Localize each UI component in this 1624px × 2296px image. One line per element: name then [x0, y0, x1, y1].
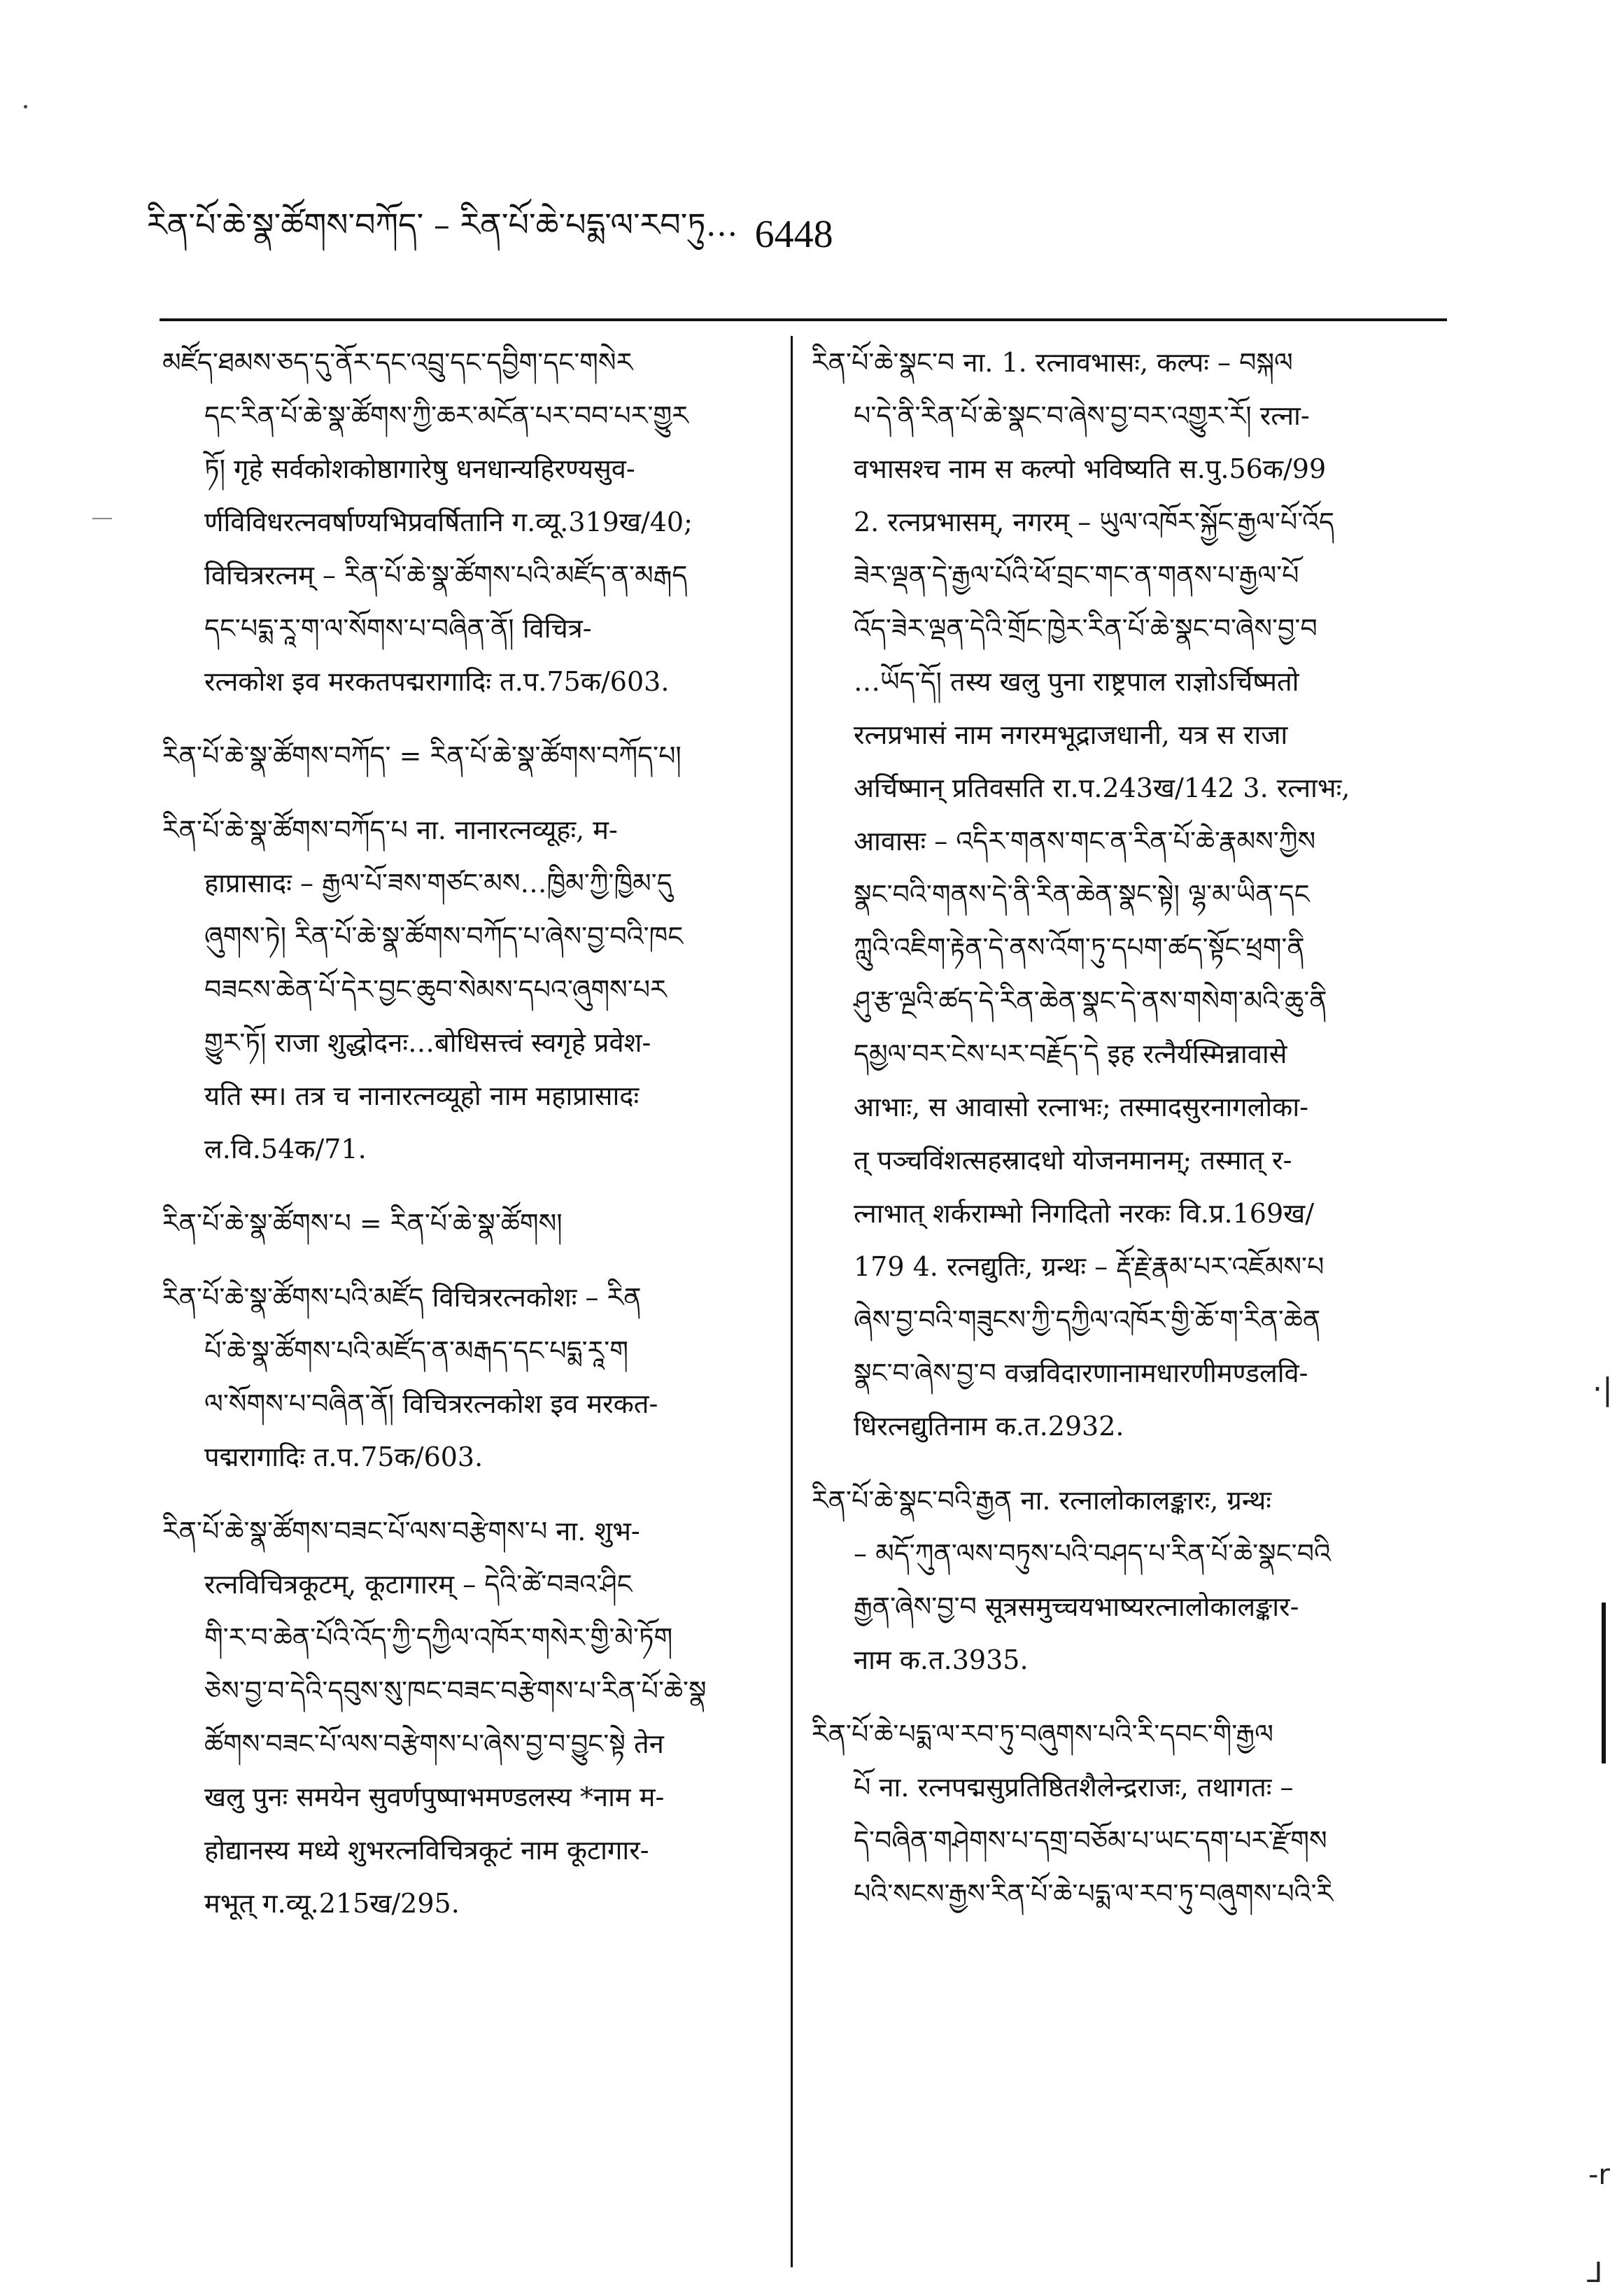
entry-line: ཀླུའི་འཇིག་རྟེན་དེ་ནས་འོག་ཏུ་དཔག་ཚད་སྟོང་ཕྲག་ནི [854, 932, 1305, 963]
entry-line: སྣང་བ་ཞེས་བྱ་བ वज्रविदारणानामधारणीमण्डलवि- [854, 1358, 1308, 1388]
entry-line: पद्मरागादिः त.प.75क/603. [204, 1442, 483, 1472]
entry-line: ཚོགས་བཟང་པོ་ལས་བརྩེགས་པ་ཞེས་བྱ་བ་བྱུང་སྟེ तेन [204, 1728, 664, 1759]
entry-line: रत्नविचित्रकूटम्, कूटागारम् – དེའི་ཚེ་བཟའ་ཤིང [204, 1569, 633, 1600]
entry-line: खलु पुनः समयेन सुवर्णपुष्पाभमण्डलस्य *नाम म- [204, 1782, 665, 1812]
entry-line: ཏོ། गृहे सर्वकोशकोष्ठागारेषु धनधान्यहिरण्यसुव- [204, 453, 635, 484]
entry-line: त्नाभात् शर्कराम्भो निगदितो नरकः वि.प्र.169ख/ [854, 1198, 1315, 1229]
entry-line: …ཡོད་དོ། तस्य खलु पुना राष्ट्रपाल राज्ञोऽर्चिष्मतो [854, 666, 1299, 697]
page-number: 6448 [754, 213, 833, 256]
dictionary-entry [162, 1505, 764, 1930]
margin-mark: ·| [1593, 1372, 1613, 1407]
entry-line: धिरत्नद्युतिनाम क.त.2932. [854, 1411, 1124, 1442]
entry-line: དང་རིན་པོ་ཆེ་སྣ་ཚོགས་ཀྱི་ཆར་མངོན་པར་བབ་པར་གྱུར [204, 400, 689, 431]
entry-line: ཞེས་བྱ་བའི་གཟུངས་ཀྱི་དཀྱིལ་འཁོར་གྱི་ཆོ་ག་རིན་ཆེན [854, 1304, 1321, 1335]
entry-line: ཤུ་རྩ་ལྔའི་ཚད་དེ་རིན་ཆེན་སྣང་དེ་ནས་གསེག་མའི་ཆུ་ནི [854, 985, 1327, 1016]
entry-line: ཞུགས་ཏེ། རིན་པོ་ཆེ་སྣ་ཚོགས་བཀོད་པ་ཞེས་བྱ་བའི་ཁང [204, 921, 684, 952]
entry-headline: རིན་པོ་ཆེ་པདྨ་ལ་རབ་ཏུ་བཞུགས་པའི་རི་དབང་གི་རྒྱལ [812, 1719, 1273, 1749]
dictionary-entry [162, 1271, 764, 1484]
margin-bar [1602, 1603, 1606, 1763]
entry-line: त् पञ्चविंशत्सहस्रादधो योजनमानम्; तस्मात् र- [854, 1145, 1292, 1176]
entry-line: སྣང་བའི་གནས་དེ་ནི་རིན་ཆེན་སྣང་སྟེ། ལྷ་མ་ཡིན་དང [854, 879, 1310, 910]
entry-line: འོད་ཟེར་ལྡན་དེའི་གྲོང་ཁྱེར་རིན་པོ་ཆེ་སྣང་བ་ཞེས་བྱ་བ [854, 613, 1318, 644]
entry-line: པ་དེ་ནི་རིན་པོ་ཆེ་སྣང་བ་ཞེས་བྱ་བར་འགྱུར་རོ། रत्ना- [854, 400, 1310, 431]
margin-mark: ⅃ [1587, 2257, 1603, 2289]
entry-line: རྒྱན་ཞེས་བྱ་བ सूत्रसमुच्चयभाष्यरत्नालोकालङ्कार- [854, 1591, 1299, 1622]
entry-line: आवासः – འདིར་གནས་གང་ན་རིན་པོ་ཆེ་རྣམས་ཀྱིས [854, 826, 1316, 857]
entry-line: དེ་བཞིན་གཤེགས་པ་དགྲ་བཅོམ་པ་ཡང་དག་པར་རྫོགས [854, 1825, 1327, 1856]
header-rule [160, 318, 1447, 321]
entry-headline: རིན་པོ་ཆེ་སྣ་ཚོགས་བཀོད་ = རིན་པོ་ཆེ་སྣ་ཚོགས་བཀོད་པ། [162, 740, 682, 771]
entry-line: वभासश्च नाम स कल्पो भविष्यति स.पु.56क/99 [854, 453, 1327, 484]
entry-line: བཟངས་ཆེན་པོ་དེར་བྱང་ཆུབ་སེམས་དཔའ་ཞུགས་པར [204, 974, 667, 1005]
entry-line: – མདོ་ཀུན་ལས་བཏུས་པའི་བཤད་པ་རིན་པོ་ཆེ་སྣང་བའི [854, 1538, 1331, 1569]
entry-headline: རིན་པོ་ཆེ་སྣ་ཚོགས་པ = རིན་པོ་ཆེ་སྣ་ཚོགས། [162, 1208, 563, 1239]
left-column [162, 336, 764, 1951]
entry-line: मभूत् ग.व्यू.215ख/295. [204, 1888, 460, 1919]
dictionary-entry [162, 729, 764, 782]
column-divider [791, 336, 793, 2267]
entry-line: यति स्म। तत्र च नानारत्नव्यूहो नाम महाप्रासादः [204, 1080, 640, 1111]
entry-line: ཟེར་ལྡན་དེ་རྒྱལ་པོའི་ཕོ་བྲང་གང་ན་གནས་པ་རྒྱལ་པོ [854, 560, 1299, 591]
entry-line: ཅེས་བྱ་བ་དེའི་དབུས་སུ་ཁང་བཟང་བརྩེགས་པ་རིན་པོ་ཆེ་སྣ [204, 1675, 707, 1706]
entry-line: དམྱལ་བར་ངེས་པར་བརྗོད་དེ इह रत्नैर्यस्मिन्नावासे [854, 1038, 1287, 1069]
entry-line: གི་ར་བ་ཆེན་པོའི་འོད་ཀྱི་དཀྱིལ་འཁོར་གསེར་གྱི་མེ་ཏོག [204, 1622, 673, 1653]
entry-line: ल.वि.54क/71. [204, 1134, 367, 1164]
entry-line: པའི་སངས་རྒྱས་རིན་པོ་ཆེ་པདྨ་ལ་རབ་ཏུ་བཞུགས་པའི་རི [854, 1878, 1334, 1909]
entry-line: अर्चिष्मान् प्रतिवसति रा.प.243ख/142 3. रत्नाभः, [854, 773, 1350, 803]
entry-line: रत्नकोश इव मरकतपद्मरागादिः त.प.75क/603. [204, 666, 670, 697]
dictionary-entry [162, 1197, 764, 1250]
entry-line: आभाः, स आवासो रत्नाभः; तस्मादसुरनागलोका- [854, 1092, 1309, 1122]
scan-speck [92, 518, 112, 519]
scan-speck [24, 105, 27, 108]
dictionary-entry [162, 336, 764, 708]
entry-headline: རིན་པོ་ཆེ་སྣང་བ ना. 1. रत्नावभासः, कल्पः – བསྐལ [812, 347, 1293, 378]
entry-headline: མཛོད་ཐམས་ཅད་དུ་ནོར་དང་འབྲུ་དང་དབྱིག་དང་གསེར [162, 347, 633, 378]
entry-line: र्णविविधरत्नवर्षाण्यभिप्रवर्षितानि ग.व्यू.319ख/40; [204, 507, 693, 537]
entry-line: པོ་ཆེ་སྣ་ཚོགས་པའི་མཛོད་ན་མརྒད་དང་པདྨ་རཱ་ག [204, 1335, 628, 1366]
dictionary-entry [162, 803, 764, 1176]
page-header [147, 203, 1476, 266]
entry-line: ལ་སོགས་པ་བཞིན་ནོ། विचित्ररत्नकोश इव मरकत- [204, 1388, 658, 1419]
entry-line: 2. रत्नप्रभासम्, नगरम् – ཡུལ་འཁོར་སྐྱོང་རྒྱལ་པོ་འོད [854, 507, 1335, 537]
entry-line: विचित्ररत्नम् – རིན་པོ་ཆེ་སྣ་ཚོགས་པའི་མཛོད་ན་མརྒད [204, 560, 688, 591]
entry-line: नाम क.त.3935. [854, 1644, 1029, 1675]
entry-headline: རིན་པོ་ཆེ་སྣ་ཚོགས་བཟང་པོ་ལས་བརྩེགས་པ ना. शुभ- [162, 1516, 640, 1547]
entry-line: གྱུར་ཏོ། राजा शुद्धोदनः…बोधिसत्त्वं स्वगृहे प्रवेश- [204, 1027, 651, 1058]
dictionary-entry [812, 1474, 1427, 1686]
entry-line: 179 4. रत्नद्युतिः, ग्रन्थः – རྡོ་རྗེ་རྣམ་པར་འཇོམས་པ [854, 1251, 1325, 1282]
margin-mark: -r [1588, 2159, 1610, 2191]
entry-line: དང་པདྨ་རཱ་ག་ལ་སོགས་པ་བཞིན་ནོ། विचित्र- [204, 613, 592, 644]
entry-headline: རིན་པོ་ཆེ་སྣང་བའི་རྒྱན ना. रत्नालोकालङ्कारः, ग्रन्थः [812, 1485, 1271, 1516]
entry-line: होद्यानस्य मध्ये शुभरत्नविचित्रकूटं नाम कूटागार- [204, 1835, 649, 1866]
entry-headline: རིན་པོ་ཆེ་སྣ་ཚོགས་བཀོད་པ ना. नानारत्नव्यूहः, म- [162, 815, 618, 845]
dictionary-entry [812, 1707, 1427, 1920]
dictionary-entry [812, 336, 1427, 1453]
running-title: རིན་པོ་ཆེ་སྣ་ཚོགས་བཀོད་ – རིན་པོ་ཆེ་པདྨ་ལ་རབ་ཏུ… [147, 205, 738, 244]
entry-line: हाप्रासादः – རྒྱལ་པོ་ཟས་གཙང་མས…ཁྱིམ་ཀྱི་ཁྱིམ་དུ [204, 868, 672, 899]
entry-line: པོ ना. रत्नपद्मसुप्रतिष्ठितशैलेन्द्रराजः, तथागतः – [854, 1772, 1294, 1803]
entry-headline: རིན་པོ་ཆེ་སྣ་ཚོགས་པའི་མཛོད विचित्ररत्नकोशः – རིན [162, 1282, 642, 1313]
right-column [812, 336, 1427, 1941]
entry-line: रत्नप्रभासं नाम नगरमभूद्राजधानी, यत्र स राजा [854, 719, 1288, 750]
